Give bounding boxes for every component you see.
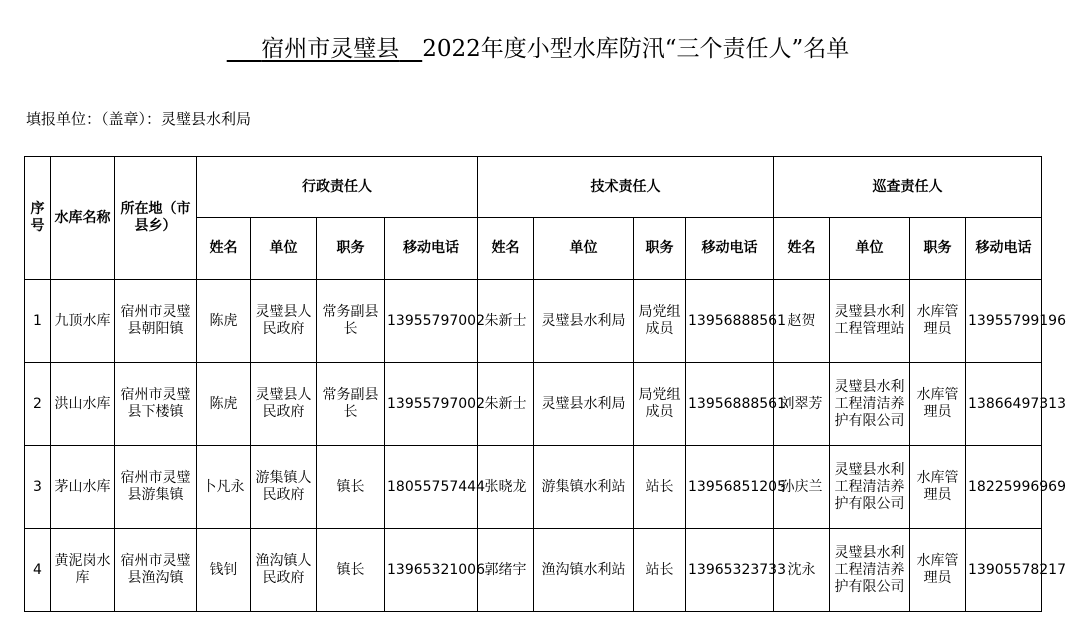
cell-reservoir: 黄泥岗水库 — [51, 529, 115, 612]
cell-patrol-position: 水库管理员 — [910, 280, 966, 363]
header-seq: 序号 — [25, 157, 51, 280]
cell-patrol-name: 刘翠芳 — [774, 363, 830, 446]
cell-admin-unit: 渔沟镇人民政府 — [251, 529, 317, 612]
header-patrol-position: 职务 — [910, 218, 966, 280]
header-row-groups — [25, 157, 1042, 218]
title-county: 宿州市灵璧县 — [261, 36, 400, 62]
cell-reservoir: 茅山水库 — [51, 446, 115, 529]
cell-patrol-name: 赵贺 — [774, 280, 830, 363]
header-admin-unit: 单位 — [251, 218, 317, 280]
cell-reservoir: 九顶水库 — [51, 280, 115, 363]
cell-patrol-name: 孙庆兰 — [774, 446, 830, 529]
header-tech-group: 技术责任人 — [478, 157, 774, 218]
cell-location: 宿州市灵璧县游集镇 — [115, 446, 197, 529]
reporting-unit-value: 灵璧县水利局 — [161, 110, 252, 128]
cell-admin-position: 镇长 — [317, 446, 385, 529]
header-admin-phone: 移动电话 — [385, 218, 478, 280]
table-row — [25, 363, 1042, 446]
cell-admin-name: 钱钊 — [197, 529, 251, 612]
cell-tech-name: 张晓龙 — [478, 446, 534, 529]
header-tech-unit: 单位 — [534, 218, 634, 280]
cell-admin-name: 陈虎 — [197, 280, 251, 363]
header-admin-position: 职务 — [317, 218, 385, 280]
cell-admin-position: 常务副县长 — [317, 280, 385, 363]
cell-admin-phone: 18055757444 — [385, 446, 478, 529]
cell-tech-position: 局党组成员 — [634, 280, 686, 363]
header-reservoir: 水库名称 — [51, 157, 115, 280]
responsibility-table — [24, 156, 1066, 612]
cell-tech-position: 站长 — [634, 446, 686, 529]
cell-seq: 2 — [25, 363, 51, 446]
cell-admin-position: 镇长 — [317, 529, 385, 612]
cell-patrol-phone: 18225996969 — [966, 446, 1042, 529]
cell-tech-position: 局党组成员 — [634, 363, 686, 446]
cell-admin-unit: 灵璧县人民政府 — [251, 363, 317, 446]
cell-patrol-unit: 灵璧县水利工程管理站 — [830, 280, 910, 363]
cell-admin-phone: 13955797002 — [385, 280, 478, 363]
header-patrol-name: 姓名 — [774, 218, 830, 280]
header-patrol-phone: 移动电话 — [966, 218, 1042, 280]
cell-patrol-phone: 13955799196 — [966, 280, 1042, 363]
cell-tech-unit: 游集镇水利站 — [534, 446, 634, 529]
header-admin-name: 姓名 — [197, 218, 251, 280]
document-title — [0, 30, 1076, 63]
cell-reservoir: 洪山水库 — [51, 363, 115, 446]
reporting-unit-label: 填报单位：（盖章）： — [26, 110, 162, 128]
cell-admin-phone: 13965321006 — [385, 529, 478, 612]
header-tech-name: 姓名 — [478, 218, 534, 280]
cell-tech-phone: 13956851205 — [686, 446, 774, 529]
header-patrol-unit: 单位 — [830, 218, 910, 280]
cell-patrol-name: 沈永 — [774, 529, 830, 612]
cell-location: 宿州市灵璧县渔沟镇 — [115, 529, 197, 612]
cell-patrol-position: 水库管理员 — [910, 529, 966, 612]
reporting-unit — [26, 108, 251, 129]
cell-patrol-phone: 13866497313 — [966, 363, 1042, 446]
table-row — [25, 280, 1042, 363]
table-row — [25, 446, 1042, 529]
cell-patrol-phone: 13905578217 — [966, 529, 1042, 612]
cell-patrol-unit: 灵璧县水利工程清洁养护有限公司 — [830, 529, 910, 612]
title-main: 2022年度小型水库防汛“三个责任人”名单 — [422, 36, 850, 62]
cell-tech-unit: 灵璧县水利局 — [534, 363, 634, 446]
header-location: 所在地（市县乡） — [115, 157, 197, 280]
cell-seq: 1 — [25, 280, 51, 363]
cell-patrol-unit: 灵璧县水利工程清洁养护有限公司 — [830, 363, 910, 446]
header-tech-position: 职务 — [634, 218, 686, 280]
cell-patrol-unit: 灵璧县水利工程清洁养护有限公司 — [830, 446, 910, 529]
cell-tech-name: 郭绪宇 — [478, 529, 534, 612]
cell-tech-name: 朱新士 — [478, 280, 534, 363]
cell-admin-phone: 13955797002 — [385, 363, 478, 446]
header-patrol-group: 巡查责任人 — [774, 157, 1042, 218]
cell-admin-unit: 游集镇人民政府 — [251, 446, 317, 529]
cell-patrol-position: 水库管理员 — [910, 446, 966, 529]
header-admin-group: 行政责任人 — [197, 157, 478, 218]
cell-seq: 3 — [25, 446, 51, 529]
cell-tech-position: 站长 — [634, 529, 686, 612]
header-tech-phone: 移动电话 — [686, 218, 774, 280]
cell-tech-unit: 渔沟镇水利站 — [534, 529, 634, 612]
cell-seq: 4 — [25, 529, 51, 612]
table-row — [25, 529, 1042, 612]
cell-tech-unit: 灵璧县水利局 — [534, 280, 634, 363]
cell-patrol-position: 水库管理员 — [910, 363, 966, 446]
cell-tech-phone: 13956888561 — [686, 363, 774, 446]
cell-tech-phone: 13956888561 — [686, 280, 774, 363]
cell-tech-phone: 13965323733 — [686, 529, 774, 612]
cell-tech-name: 朱新士 — [478, 363, 534, 446]
cell-admin-unit: 灵璧县人民政府 — [251, 280, 317, 363]
cell-location: 宿州市灵璧县朝阳镇 — [115, 280, 197, 363]
cell-location: 宿州市灵璧县下楼镇 — [115, 363, 197, 446]
cell-admin-position: 常务副县长 — [317, 363, 385, 446]
cell-admin-name: 陈虎 — [197, 363, 251, 446]
cell-admin-name: 卜凡永 — [197, 446, 251, 529]
